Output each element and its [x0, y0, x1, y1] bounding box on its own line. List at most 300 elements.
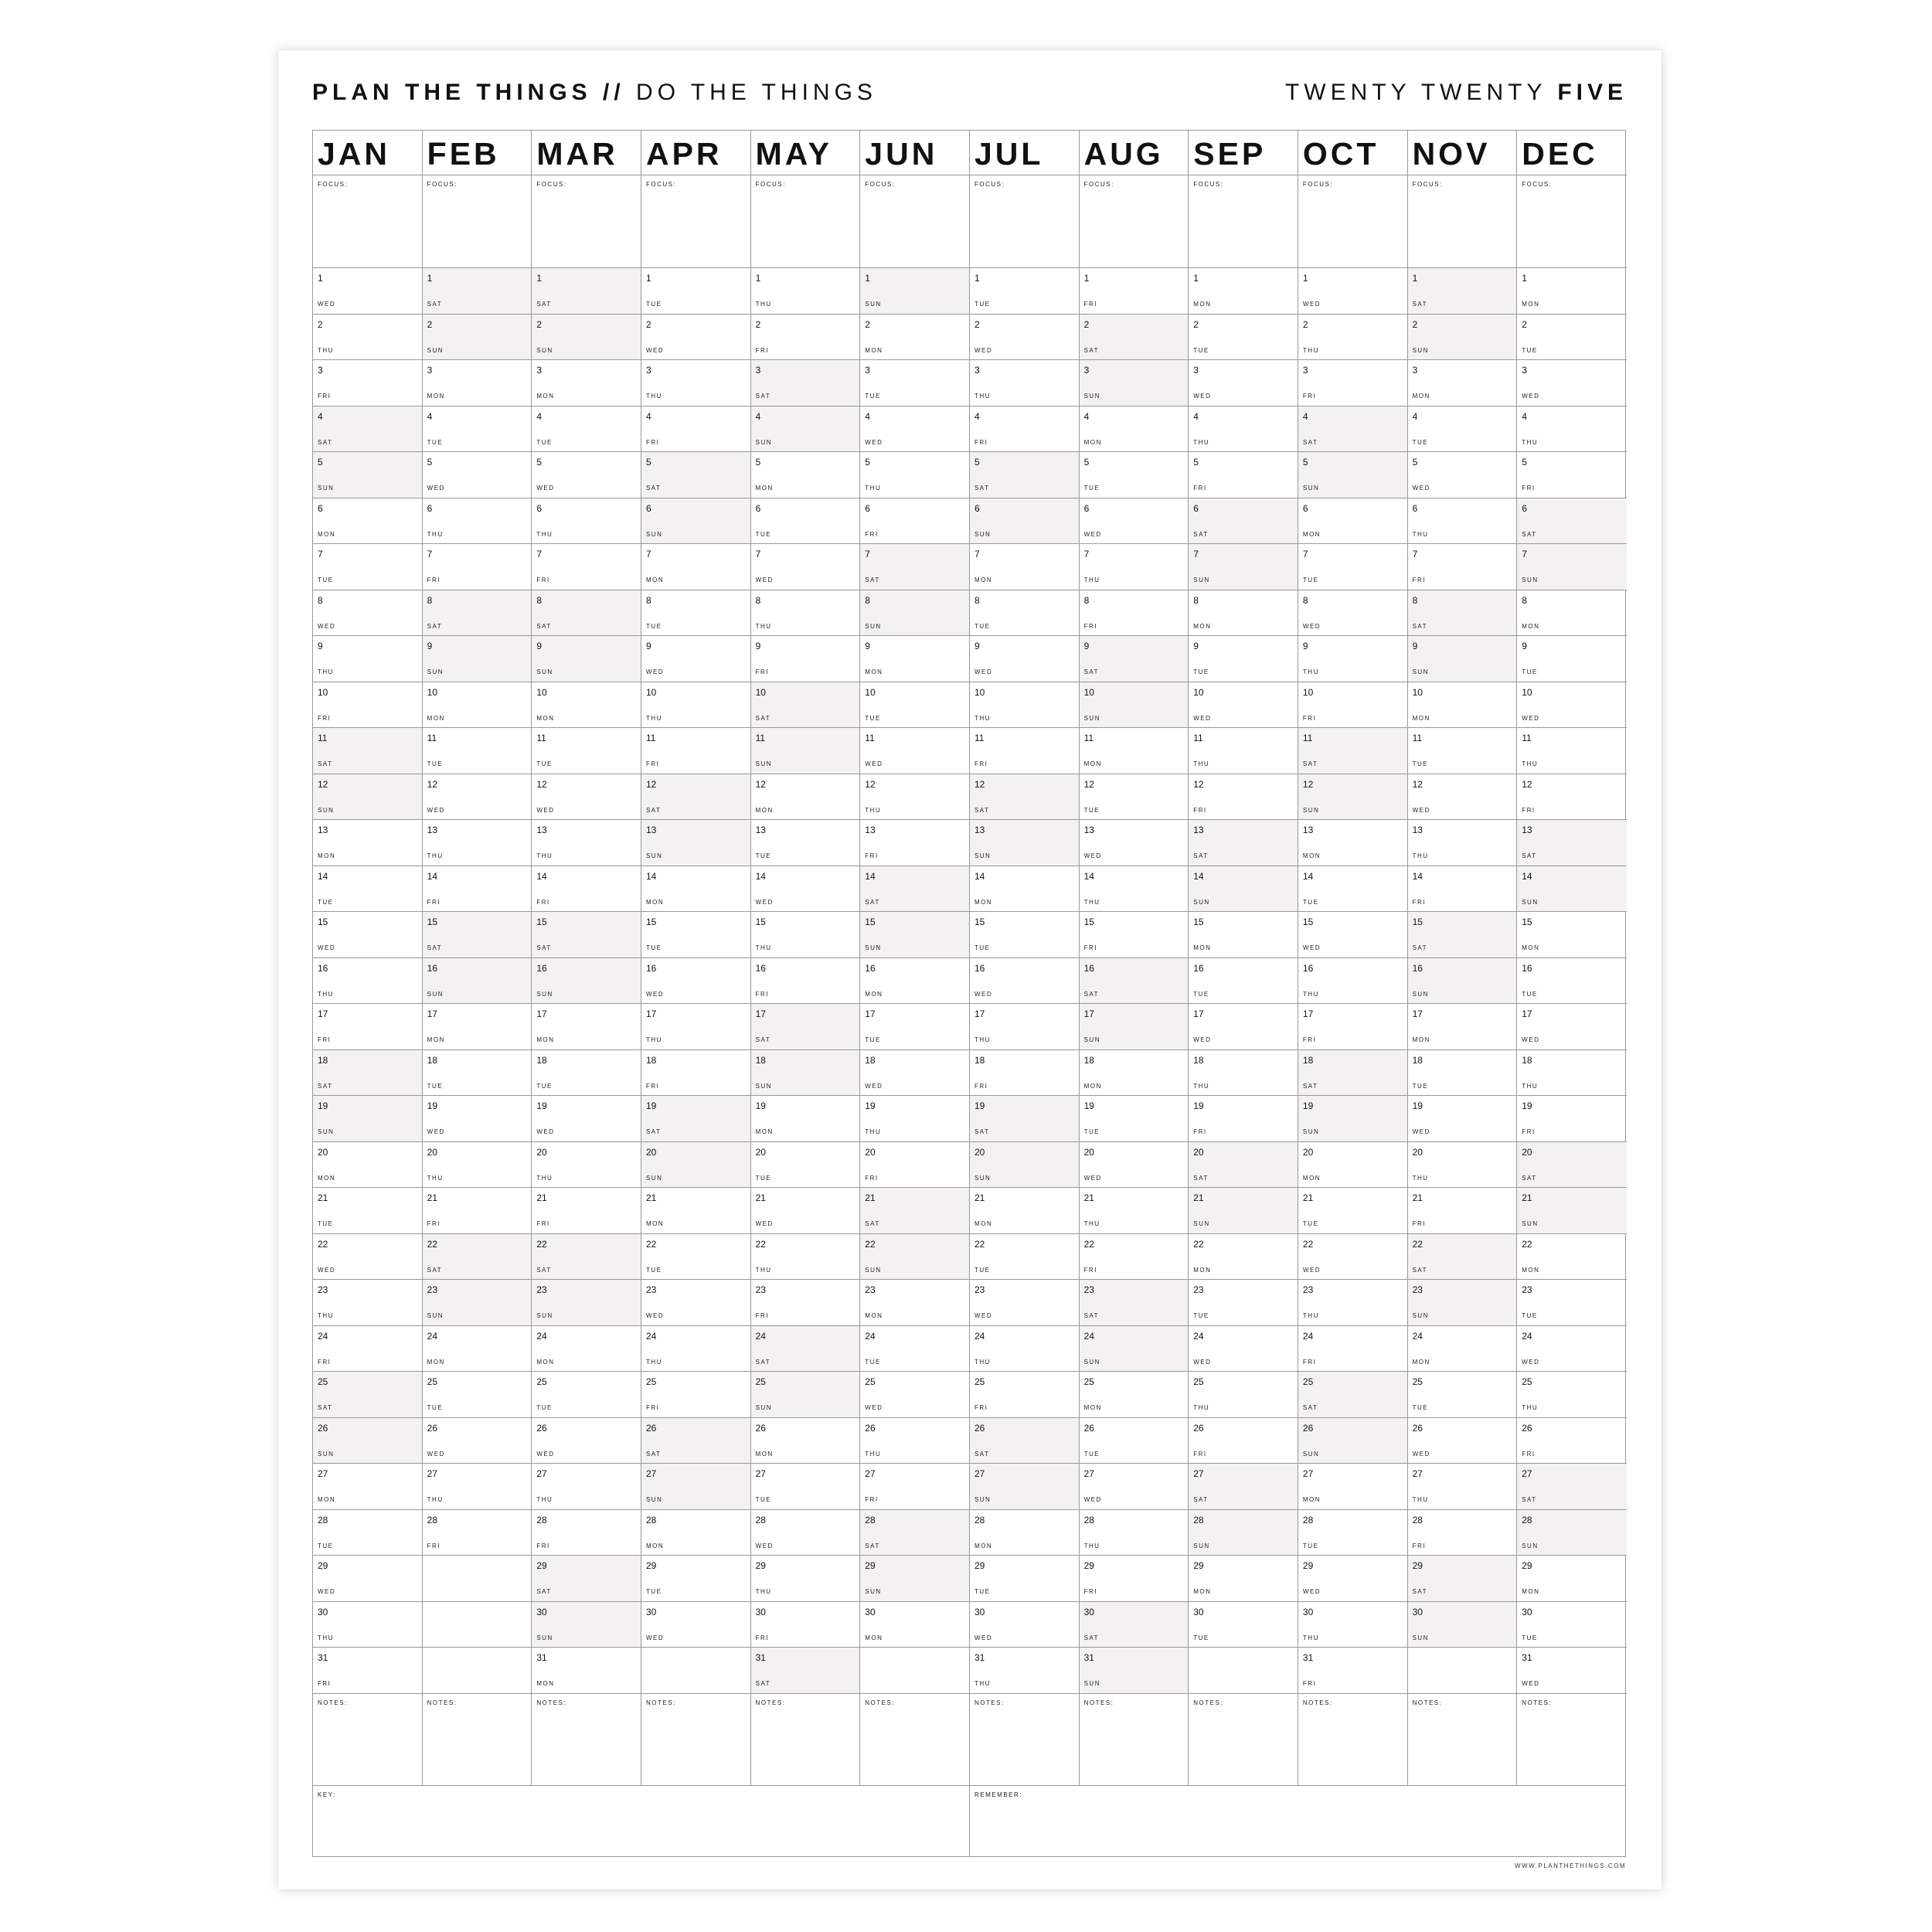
day-cell[interactable] [1189, 1050, 1298, 1097]
day-cell[interactable] [1298, 590, 1407, 637]
day-cell[interactable] [423, 590, 532, 637]
notes-box[interactable] [1189, 1694, 1298, 1785]
day-cell[interactable] [1517, 774, 1627, 821]
day-cell[interactable] [1080, 866, 1189, 913]
day-cell[interactable] [1080, 682, 1189, 729]
day-cell[interactable] [532, 1188, 641, 1234]
focus-box[interactable] [1298, 175, 1407, 268]
day-cell[interactable] [641, 1004, 750, 1050]
day-cell[interactable] [532, 1004, 641, 1050]
day-cell[interactable] [1517, 452, 1627, 498]
day-cell[interactable] [970, 1602, 1079, 1648]
day-cell[interactable] [1408, 452, 1517, 498]
day-cell[interactable] [1189, 1188, 1298, 1234]
day-cell[interactable] [1080, 1188, 1189, 1234]
day-cell[interactable] [1517, 866, 1627, 913]
day-cell[interactable] [423, 774, 532, 821]
day-cell[interactable] [641, 1556, 750, 1602]
day-cell[interactable] [970, 544, 1079, 590]
day-cell[interactable] [751, 912, 860, 958]
day-cell[interactable] [1517, 544, 1627, 590]
day-cell[interactable] [860, 1004, 969, 1050]
day-cell[interactable] [970, 1004, 1079, 1050]
day-cell[interactable] [1189, 498, 1298, 545]
day-cell[interactable] [970, 866, 1079, 913]
day-cell[interactable] [641, 1602, 750, 1648]
day-cell[interactable] [1298, 1188, 1407, 1234]
day-cell[interactable] [970, 1096, 1079, 1142]
day-cell[interactable] [1189, 728, 1298, 774]
day-cell[interactable] [1189, 866, 1298, 913]
day-cell[interactable] [751, 315, 860, 361]
day-cell[interactable] [1298, 315, 1407, 361]
notes-box[interactable] [1517, 1694, 1627, 1785]
day-cell[interactable] [970, 682, 1079, 729]
day-cell[interactable] [751, 958, 860, 1005]
focus-box[interactable] [641, 175, 750, 268]
day-cell[interactable] [1408, 268, 1517, 315]
day-cell[interactable] [1408, 1602, 1517, 1648]
day-cell[interactable] [641, 268, 750, 315]
day-cell[interactable] [1189, 958, 1298, 1005]
day-cell[interactable] [1517, 1648, 1627, 1694]
day-cell[interactable] [970, 452, 1079, 498]
day-cell[interactable] [1189, 1326, 1298, 1372]
day-cell[interactable] [860, 1280, 969, 1326]
day-cell[interactable] [532, 1602, 641, 1648]
day-cell[interactable] [313, 544, 422, 590]
day-cell[interactable] [423, 1326, 532, 1372]
day-cell[interactable] [1517, 1142, 1627, 1189]
day-cell[interactable] [751, 1556, 860, 1602]
day-cell[interactable] [860, 452, 969, 498]
day-cell[interactable] [970, 1464, 1079, 1510]
day-cell[interactable] [751, 360, 860, 406]
day-cell[interactable] [1189, 406, 1298, 453]
day-cell[interactable] [532, 774, 641, 821]
day-cell[interactable] [641, 452, 750, 498]
day-cell[interactable] [970, 406, 1079, 453]
day-cell[interactable] [1517, 1096, 1627, 1142]
day-cell[interactable] [1517, 360, 1627, 406]
day-cell[interactable] [1408, 544, 1517, 590]
day-cell[interactable] [532, 268, 641, 315]
focus-box[interactable] [970, 175, 1079, 268]
day-cell[interactable] [1408, 1142, 1517, 1189]
day-cell[interactable] [1189, 360, 1298, 406]
day-cell[interactable] [1189, 1372, 1298, 1418]
day-cell[interactable] [1298, 498, 1407, 545]
day-cell[interactable] [1080, 1280, 1189, 1326]
day-cell[interactable] [860, 1602, 969, 1648]
day-cell[interactable] [751, 1142, 860, 1189]
day-cell[interactable] [641, 820, 750, 866]
day-cell[interactable] [532, 682, 641, 729]
day-cell[interactable] [860, 1326, 969, 1372]
notes-box[interactable] [641, 1694, 750, 1785]
day-cell[interactable] [1189, 912, 1298, 958]
day-cell[interactable] [532, 1326, 641, 1372]
day-cell[interactable] [860, 912, 969, 958]
day-cell[interactable] [970, 590, 1079, 637]
day-cell[interactable] [1189, 1418, 1298, 1464]
day-cell[interactable] [1189, 315, 1298, 361]
day-cell[interactable] [860, 315, 969, 361]
day-cell[interactable] [1189, 1602, 1298, 1648]
notes-box[interactable] [751, 1694, 860, 1785]
day-cell[interactable] [1408, 1096, 1517, 1142]
day-cell[interactable] [1080, 1096, 1189, 1142]
day-cell[interactable] [313, 360, 422, 406]
day-cell[interactable] [641, 315, 750, 361]
day-cell[interactable] [970, 268, 1079, 315]
day-cell[interactable] [1298, 1372, 1407, 1418]
day-cell[interactable] [1408, 1050, 1517, 1097]
day-cell[interactable] [423, 1418, 532, 1464]
day-cell[interactable] [1080, 728, 1189, 774]
day-cell[interactable] [860, 544, 969, 590]
day-cell[interactable] [1189, 682, 1298, 729]
day-cell[interactable] [1517, 682, 1627, 729]
day-cell[interactable] [532, 315, 641, 361]
day-cell[interactable] [860, 1050, 969, 1097]
day-cell[interactable] [641, 774, 750, 821]
day-cell[interactable] [1408, 1004, 1517, 1050]
day-cell[interactable] [1517, 315, 1627, 361]
day-cell[interactable] [313, 958, 422, 1005]
day-cell[interactable] [532, 1648, 641, 1694]
day-cell[interactable] [751, 1326, 860, 1372]
day-cell[interactable] [1298, 1648, 1407, 1694]
focus-box[interactable] [1408, 175, 1517, 268]
day-cell[interactable] [313, 1326, 422, 1372]
day-cell[interactable] [970, 728, 1079, 774]
day-cell[interactable] [1298, 360, 1407, 406]
day-cell[interactable] [641, 728, 750, 774]
day-cell[interactable] [751, 728, 860, 774]
focus-box[interactable] [860, 175, 969, 268]
day-cell[interactable] [641, 1280, 750, 1326]
day-cell[interactable] [1298, 820, 1407, 866]
day-cell[interactable] [532, 360, 641, 406]
day-cell[interactable] [751, 1188, 860, 1234]
day-cell[interactable] [1189, 590, 1298, 637]
day-cell[interactable] [1517, 636, 1627, 682]
day-cell[interactable] [751, 1234, 860, 1281]
day-cell[interactable] [532, 912, 641, 958]
day-cell[interactable] [1298, 268, 1407, 315]
day-cell[interactable] [1517, 1050, 1627, 1097]
day-cell[interactable] [532, 544, 641, 590]
day-cell[interactable] [970, 1326, 1079, 1372]
day-cell[interactable] [1189, 636, 1298, 682]
day-cell[interactable] [751, 544, 860, 590]
day-cell[interactable] [1517, 1326, 1627, 1372]
day-cell[interactable] [970, 360, 1079, 406]
day-cell[interactable] [1189, 1556, 1298, 1602]
day-cell[interactable] [1080, 1372, 1189, 1418]
day-cell[interactable] [313, 268, 422, 315]
day-cell[interactable] [1080, 958, 1189, 1005]
day-cell[interactable] [970, 1280, 1079, 1326]
day-cell[interactable] [860, 360, 969, 406]
day-cell[interactable] [1080, 268, 1189, 315]
day-cell[interactable] [313, 1372, 422, 1418]
day-cell[interactable] [423, 958, 532, 1005]
day-cell[interactable] [1408, 728, 1517, 774]
day-cell[interactable] [423, 1280, 532, 1326]
key-box[interactable] [313, 1786, 970, 1856]
day-cell[interactable] [423, 682, 532, 729]
focus-box[interactable] [1517, 175, 1627, 268]
day-cell[interactable] [970, 1418, 1079, 1464]
day-cell[interactable] [1408, 774, 1517, 821]
day-cell[interactable] [313, 636, 422, 682]
day-cell[interactable] [970, 1510, 1079, 1556]
day-cell[interactable] [1298, 452, 1407, 498]
day-cell[interactable] [751, 774, 860, 821]
day-cell[interactable] [313, 728, 422, 774]
day-cell[interactable] [1298, 1326, 1407, 1372]
day-cell[interactable] [423, 1050, 532, 1097]
day-cell[interactable] [1298, 1556, 1407, 1602]
day-cell[interactable] [970, 1556, 1079, 1602]
day-cell[interactable] [1298, 958, 1407, 1005]
day-cell[interactable] [860, 1234, 969, 1281]
day-cell[interactable] [1408, 912, 1517, 958]
day-cell[interactable] [1408, 360, 1517, 406]
day-cell[interactable] [641, 1418, 750, 1464]
day-cell[interactable] [1189, 1234, 1298, 1281]
day-cell[interactable] [641, 1510, 750, 1556]
day-cell[interactable] [423, 1004, 532, 1050]
day-cell[interactable] [860, 774, 969, 821]
day-cell[interactable] [860, 406, 969, 453]
day-cell[interactable] [423, 406, 532, 453]
day-cell[interactable] [1517, 268, 1627, 315]
day-cell[interactable] [1080, 1326, 1189, 1372]
day-cell[interactable] [423, 728, 532, 774]
day-cell[interactable] [532, 1510, 641, 1556]
day-cell[interactable] [1080, 1234, 1189, 1281]
day-cell[interactable] [1080, 544, 1189, 590]
day-cell[interactable] [532, 958, 641, 1005]
day-cell[interactable] [751, 1280, 860, 1326]
day-cell[interactable] [1298, 1004, 1407, 1050]
day-cell[interactable] [1408, 1372, 1517, 1418]
day-cell[interactable] [970, 636, 1079, 682]
day-cell[interactable] [1408, 1418, 1517, 1464]
day-cell[interactable] [1080, 1648, 1189, 1694]
day-cell[interactable] [423, 268, 532, 315]
day-cell[interactable] [1298, 1464, 1407, 1510]
day-cell[interactable] [532, 498, 641, 545]
day-cell[interactable] [423, 1188, 532, 1234]
day-cell[interactable] [532, 1096, 641, 1142]
day-cell[interactable] [641, 1464, 750, 1510]
day-cell[interactable] [1517, 1280, 1627, 1326]
day-cell[interactable] [1189, 820, 1298, 866]
day-cell[interactable] [313, 1556, 422, 1602]
day-cell[interactable] [860, 1510, 969, 1556]
day-cell[interactable] [423, 866, 532, 913]
day-cell[interactable] [313, 498, 422, 545]
day-cell[interactable] [423, 912, 532, 958]
day-cell[interactable] [1517, 1556, 1627, 1602]
day-cell[interactable] [970, 1142, 1079, 1189]
day-cell[interactable] [970, 774, 1079, 821]
day-cell[interactable] [970, 1648, 1079, 1694]
day-cell[interactable] [970, 315, 1079, 361]
day-cell[interactable] [313, 1510, 422, 1556]
day-cell[interactable] [751, 866, 860, 913]
day-cell[interactable] [751, 1050, 860, 1097]
day-cell[interactable] [313, 1004, 422, 1050]
day-cell[interactable] [423, 498, 532, 545]
day-cell[interactable] [1298, 1050, 1407, 1097]
day-cell[interactable] [641, 1188, 750, 1234]
day-cell[interactable] [1189, 452, 1298, 498]
focus-box[interactable] [532, 175, 641, 268]
day-cell[interactable] [641, 912, 750, 958]
day-cell[interactable] [641, 1326, 750, 1372]
day-cell[interactable] [313, 1142, 422, 1189]
day-cell[interactable] [423, 315, 532, 361]
day-cell[interactable] [1517, 1188, 1627, 1234]
day-cell[interactable] [1298, 912, 1407, 958]
day-cell[interactable] [313, 1280, 422, 1326]
focus-box[interactable] [751, 175, 860, 268]
day-cell[interactable] [313, 1602, 422, 1648]
day-cell[interactable] [970, 498, 1079, 545]
day-cell[interactable] [860, 1188, 969, 1234]
day-cell[interactable] [532, 590, 641, 637]
day-cell[interactable] [1189, 268, 1298, 315]
day-cell[interactable] [1080, 1556, 1189, 1602]
day-cell[interactable] [532, 1556, 641, 1602]
day-cell[interactable] [532, 1050, 641, 1097]
day-cell[interactable] [313, 682, 422, 729]
notes-box[interactable] [1298, 1694, 1407, 1785]
day-cell[interactable] [313, 406, 422, 453]
day-cell[interactable] [1080, 315, 1189, 361]
day-cell[interactable] [751, 1418, 860, 1464]
day-cell[interactable] [1408, 590, 1517, 637]
day-cell[interactable] [1298, 1418, 1407, 1464]
day-cell[interactable] [1080, 360, 1189, 406]
notes-box[interactable] [1080, 1694, 1189, 1785]
day-cell[interactable] [970, 958, 1079, 1005]
day-cell[interactable] [860, 728, 969, 774]
day-cell[interactable] [532, 1234, 641, 1281]
day-cell[interactable] [1080, 406, 1189, 453]
day-cell[interactable] [313, 1096, 422, 1142]
day-cell[interactable] [1517, 1464, 1627, 1510]
day-cell[interactable] [313, 1464, 422, 1510]
day-cell[interactable] [1517, 820, 1627, 866]
day-cell[interactable] [423, 636, 532, 682]
day-cell[interactable] [751, 406, 860, 453]
day-cell[interactable] [970, 820, 1079, 866]
day-cell[interactable] [751, 1096, 860, 1142]
day-cell[interactable] [641, 866, 750, 913]
day-cell[interactable] [751, 268, 860, 315]
day-cell[interactable] [641, 406, 750, 453]
day-cell[interactable] [860, 590, 969, 637]
focus-box[interactable] [1080, 175, 1189, 268]
day-cell[interactable] [1408, 498, 1517, 545]
day-cell[interactable] [641, 1372, 750, 1418]
day-cell[interactable] [970, 1050, 1079, 1097]
day-cell[interactable] [313, 912, 422, 958]
day-cell[interactable] [751, 498, 860, 545]
day-cell[interactable] [1189, 1142, 1298, 1189]
day-cell[interactable] [423, 1372, 532, 1418]
day-cell[interactable] [641, 1096, 750, 1142]
day-cell[interactable] [641, 682, 750, 729]
day-cell[interactable] [313, 315, 422, 361]
day-cell[interactable] [751, 1004, 860, 1050]
day-cell[interactable] [860, 820, 969, 866]
day-cell[interactable] [751, 1648, 860, 1694]
day-cell[interactable] [313, 1648, 422, 1694]
day-cell[interactable] [1408, 820, 1517, 866]
day-cell[interactable] [751, 682, 860, 729]
day-cell[interactable] [1517, 1602, 1627, 1648]
day-cell[interactable] [1080, 1464, 1189, 1510]
day-cell[interactable] [1080, 1510, 1189, 1556]
day-cell[interactable] [1298, 544, 1407, 590]
day-cell[interactable] [313, 590, 422, 637]
day-cell[interactable] [532, 1372, 641, 1418]
focus-box[interactable] [313, 175, 422, 268]
day-cell[interactable] [860, 958, 969, 1005]
day-cell[interactable] [532, 866, 641, 913]
day-cell[interactable] [1298, 728, 1407, 774]
day-cell[interactable] [860, 1418, 969, 1464]
day-cell[interactable] [1517, 728, 1627, 774]
day-cell[interactable] [532, 1280, 641, 1326]
day-cell[interactable] [641, 636, 750, 682]
day-cell[interactable] [860, 636, 969, 682]
day-cell[interactable] [1080, 820, 1189, 866]
day-cell[interactable] [423, 1464, 532, 1510]
day-cell[interactable] [423, 820, 532, 866]
day-cell[interactable] [1517, 590, 1627, 637]
day-cell[interactable] [313, 452, 422, 498]
day-cell[interactable] [1408, 406, 1517, 453]
focus-box[interactable] [1189, 175, 1298, 268]
day-cell[interactable] [1517, 498, 1627, 545]
day-cell[interactable] [1080, 498, 1189, 545]
day-cell[interactable] [313, 866, 422, 913]
day-cell[interactable] [1298, 774, 1407, 821]
day-cell[interactable] [1189, 1510, 1298, 1556]
day-cell[interactable] [1408, 1556, 1517, 1602]
day-cell[interactable] [1080, 452, 1189, 498]
notes-box[interactable] [532, 1694, 641, 1785]
day-cell[interactable] [1408, 1280, 1517, 1326]
day-cell[interactable] [860, 268, 969, 315]
day-cell[interactable] [751, 1372, 860, 1418]
day-cell[interactable] [1408, 315, 1517, 361]
day-cell[interactable] [423, 360, 532, 406]
day-cell[interactable] [1408, 866, 1517, 913]
day-cell[interactable] [970, 912, 1079, 958]
day-cell[interactable] [423, 1510, 532, 1556]
day-cell[interactable] [1517, 1510, 1627, 1556]
day-cell[interactable] [1298, 1510, 1407, 1556]
